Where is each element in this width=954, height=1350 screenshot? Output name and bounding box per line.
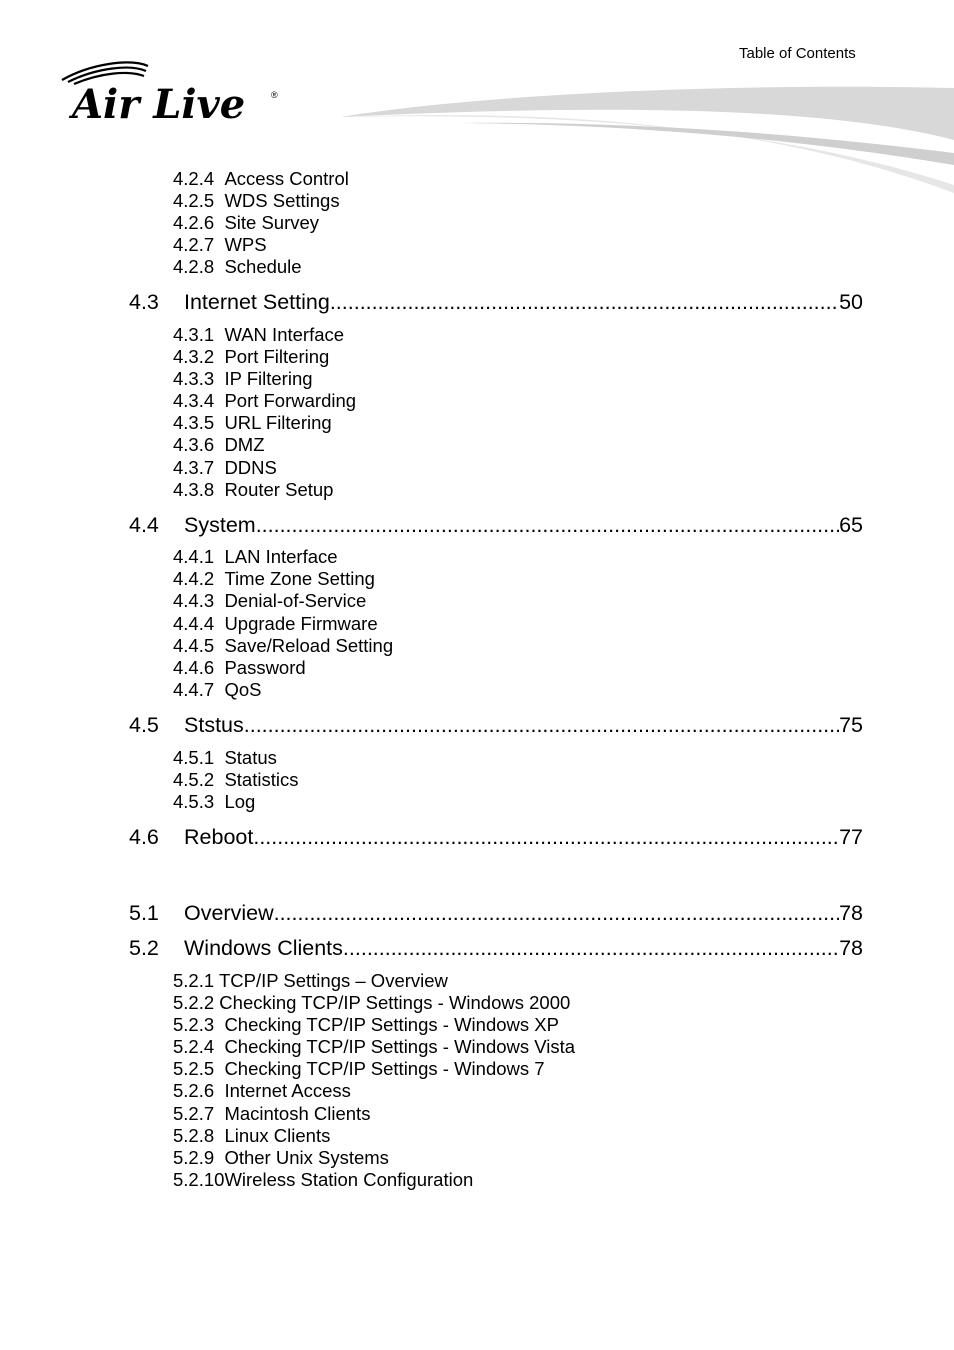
toc-entry-4-2-6[interactable]: 4.2.6 Site Survey <box>173 212 320 233</box>
page-header-title: Table of Contents <box>739 45 856 62</box>
toc-entry-5-2-10[interactable]: 5.2.10Wireless Station Configuration <box>173 1169 474 1190</box>
toc-section-5-1[interactable]: 5.1 Overview ..... 78 <box>129 900 863 926</box>
toc-entry-5-2-4[interactable]: 5.2.4 Checking TCP/IP Settings - Windows Vista <box>173 1036 576 1057</box>
toc-entry-4-3-5[interactable]: 4.3.5 URL Filtering <box>173 412 332 433</box>
toc-entry-5-2-8[interactable]: 5.2.8 Linux Clients <box>173 1125 331 1146</box>
toc-entry-5-2-3[interactable]: 5.2.3 Checking TCP/IP Settings - Windows XP <box>173 1014 559 1035</box>
toc-entry-4-4-4[interactable]: 4.4.4 Upgrade Firmware <box>173 613 378 634</box>
page-number: 78 <box>839 901 863 925</box>
toc-entry-5-2-2[interactable]: 5.2.2 Checking TCP/IP Settings - Windows 2000 <box>173 992 571 1013</box>
svg-text:Air Live: Air Live <box>72 81 246 128</box>
toc-entry-4-3-6[interactable]: 4.3.6 DMZ <box>173 434 265 455</box>
toc-entry-4-3-1[interactable]: 4.3.1 WAN Interface <box>173 324 345 345</box>
page-number: 65 <box>839 513 863 537</box>
airlive-logo <box>60 60 290 130</box>
svg-text:®: ® <box>271 90 278 100</box>
page-number: 75 <box>839 713 863 737</box>
page-number: 78 <box>839 936 863 960</box>
toc-entry-4-2-7[interactable]: 4.2.7 WPS <box>173 234 267 255</box>
toc-entry-4-2-8[interactable]: 4.2.8 Schedule <box>173 256 302 277</box>
toc-entry-4-3-7[interactable]: 4.3.7 DDNS <box>173 457 277 478</box>
toc-entry-4-5-2[interactable]: 4.5.2 Statistics <box>173 769 299 790</box>
toc-entry-4-4-5[interactable]: 4.4.5 Save/Reload Setting <box>173 635 394 656</box>
toc-entry-5-2-7[interactable]: 5.2.7 Macintosh Clients <box>173 1103 371 1124</box>
toc-entry-5-2-1[interactable]: 5.2.1 TCP/IP Settings – Overview <box>173 970 448 991</box>
toc-entry-4-2-4[interactable]: 4.2.4 Access Control <box>173 168 349 189</box>
toc-section-5-2[interactable]: 5.2 Windows Clients ..... 78 <box>129 935 863 961</box>
toc-entry-4-4-1[interactable]: 4.4.1 LAN Interface <box>173 546 338 567</box>
toc-entry-4-4-7[interactable]: 4.4.7 QoS <box>173 679 262 700</box>
toc-section-4-6[interactable]: 4.6 Reboot ..... 77 <box>129 824 863 850</box>
dot-leader <box>244 712 839 738</box>
toc-entry-5-2-6[interactable]: 5.2.6 Internet Access <box>173 1080 351 1101</box>
toc-entry-4-5-3[interactable]: 4.5.3 Log <box>173 791 256 812</box>
toc-entry-4-2-5[interactable]: 4.2.5 WDS Settings <box>173 190 340 211</box>
dot-leader <box>343 935 839 961</box>
toc-entry-4-5-1[interactable]: 4.5.1 Status <box>173 747 277 768</box>
toc-entry-4-3-2[interactable]: 4.3.2 Port Filtering <box>173 346 330 367</box>
dot-leader <box>330 289 839 315</box>
toc-entry-4-3-3[interactable]: 4.3.3 IP Filtering <box>173 368 313 389</box>
page-number: 50 <box>839 290 863 314</box>
toc-entry-4-4-3[interactable]: 4.4.3 Denial-of-Service <box>173 590 367 611</box>
toc-entry-5-2-9[interactable]: 5.2.9 Other Unix Systems <box>173 1147 389 1168</box>
toc-section-4-5[interactable]: 4.5 Ststus ..... 75 <box>129 712 863 738</box>
toc-section-4-3[interactable]: 4.3 Internet Setting ..... 50 <box>129 289 863 315</box>
toc-entry-4-3-4[interactable]: 4.3.4 Port Forwarding <box>173 390 357 411</box>
dot-leader <box>256 512 839 538</box>
toc-section-4-4[interactable]: 4.4 System ..... 65 <box>129 512 863 538</box>
toc-entry-5-2-5[interactable]: 5.2.5 Checking TCP/IP Settings - Windows 7 <box>173 1058 545 1079</box>
dot-leader <box>274 900 839 926</box>
page-number: 77 <box>839 825 863 849</box>
header-swoosh-decoration <box>340 85 954 200</box>
toc-entry-4-4-2[interactable]: 4.4.2 Time Zone Setting <box>173 568 375 589</box>
dot-leader <box>253 824 839 850</box>
toc-entry-4-3-8[interactable]: 4.3.8 Router Setup <box>173 479 334 500</box>
toc-entry-4-4-6[interactable]: 4.4.6 Password <box>173 657 306 678</box>
